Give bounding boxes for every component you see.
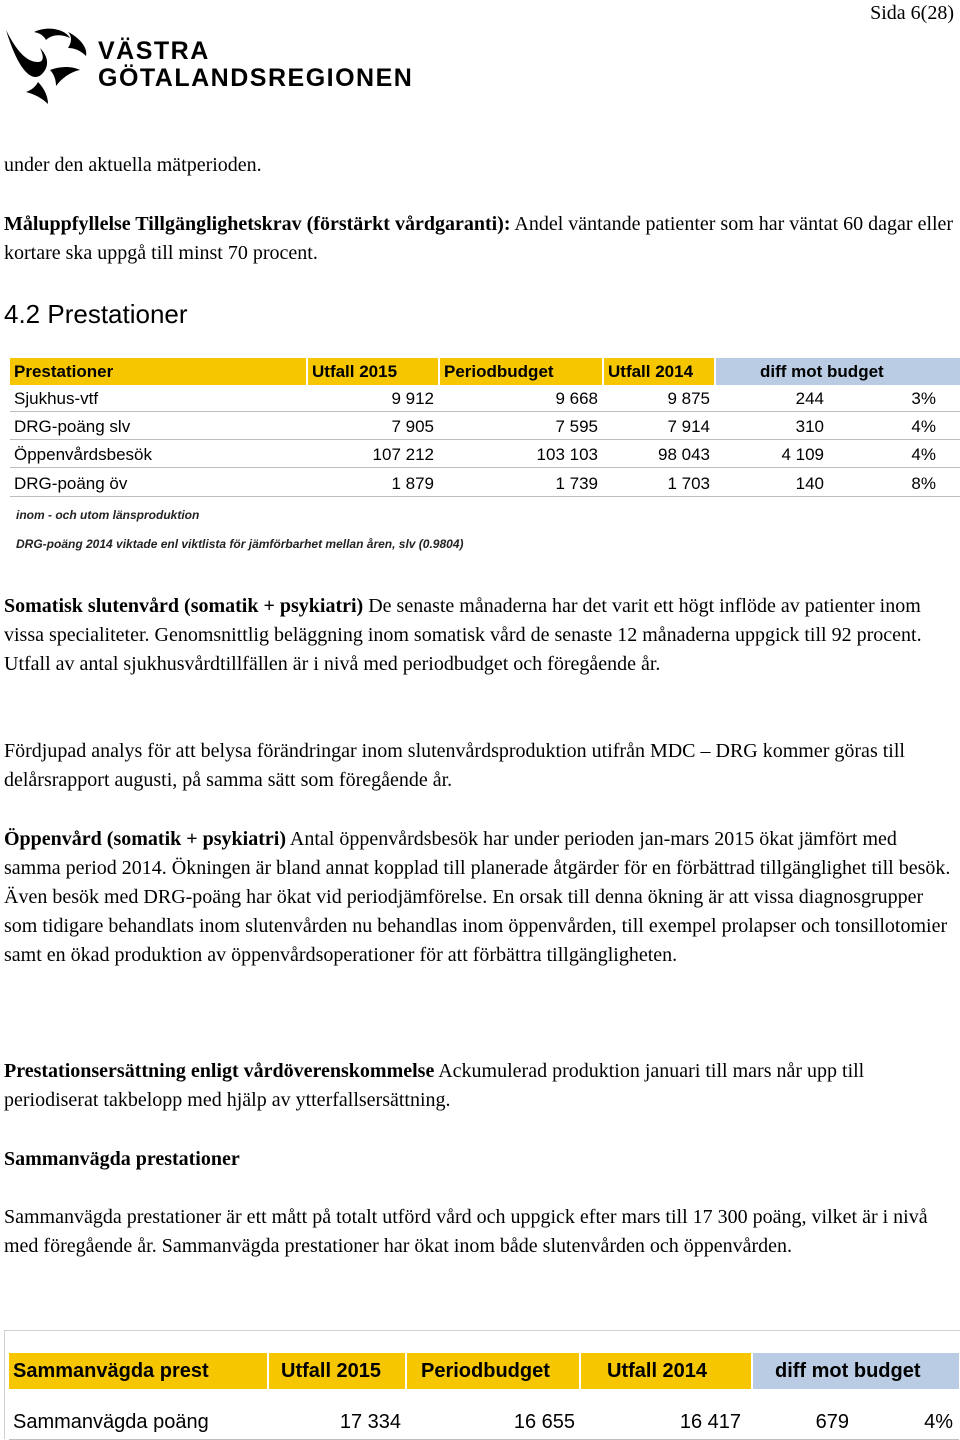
table-cell: Sjukhus-vtf bbox=[14, 389, 99, 408]
header-cell: Prestationer bbox=[10, 358, 306, 385]
table-cell: 1 703 bbox=[667, 474, 710, 493]
table-cell: DRG-poäng slv bbox=[14, 417, 131, 436]
table-cell: 9 668 bbox=[555, 389, 598, 408]
table-row bbox=[10, 387, 960, 412]
table-cell: Öppenvårdsbesök bbox=[14, 445, 152, 464]
table-cell: 8% bbox=[911, 474, 936, 493]
maluppfyllelse-paragraph bbox=[4, 210, 956, 268]
header-cell: Utfall 2014 bbox=[581, 1353, 751, 1389]
prestationsersattning-text: Ackumulerad produktion januari till mars når upp till periodiserat takbelopp med hjälp av ytterfallsersättning. bbox=[4, 1060, 865, 1111]
table-header-row bbox=[10, 358, 960, 385]
prestationsersattning-lead: Prestationsersättning enligt vårdöverenskommelse bbox=[4, 1060, 435, 1082]
table-cell: 9 875 bbox=[667, 389, 710, 408]
header-cell: Utfall 2015 bbox=[308, 358, 438, 385]
prestationsersattning-paragraph bbox=[4, 1057, 956, 1115]
table-cell: 4 109 bbox=[781, 445, 824, 464]
header-cell: Sammanvägda prest bbox=[9, 1353, 267, 1389]
table-cell: 7 595 bbox=[555, 417, 598, 436]
table-cell: 4% bbox=[911, 445, 936, 464]
table-row bbox=[10, 415, 960, 440]
table-row bbox=[10, 472, 960, 497]
header-cell: Utfall 2015 bbox=[269, 1353, 405, 1389]
table-row bbox=[10, 443, 960, 468]
table-cell: DRG-poäng öv bbox=[14, 474, 128, 493]
oppenvard-text: Antal öppenvårdsbesök har under perioden jan-mars 2015 ökat jämfört med samma period 2014. Ökningen är bland annat kopplad till planerade åtgärder för en förbättrad tillgänglighet till besök. Även besök med DRG-poäng har ökat vid periodjämförelse. En orsak till denna ökning är att vissa diagnosgrupper som tidigare behandlats inom slutenvården nu behandlas inom öppenvården, till exempel prolapser och tonsillotomier samt en ökad produktion av öppenvårdsoperationer för att förbättra tillgängligheten. bbox=[4, 828, 951, 966]
somatisk-lead: Somatisk slutenvård (somatik + psykiatri) bbox=[4, 595, 364, 617]
table-cell: 103 103 bbox=[536, 445, 598, 464]
header-cell: Periodbudget bbox=[407, 1353, 579, 1389]
fordjupad-paragraph: Fördjupad analys för att belysa förändringar inom slutenvårdsproduktion utifrån MDC – DRG kommer göras till delårsrapport augusti, på samma sätt som föregående år. bbox=[4, 740, 905, 791]
vgr-logo bbox=[4, 26, 414, 106]
table-cell: 7 905 bbox=[391, 417, 434, 436]
intro-line: under den aktuella mätperioden. bbox=[4, 154, 262, 176]
header-cell: Utfall 2014 bbox=[604, 358, 714, 385]
table-cell: 140 bbox=[795, 474, 824, 493]
table-cell: 98 043 bbox=[658, 445, 710, 464]
table-row bbox=[9, 1405, 959, 1440]
header-cell: diff mot budget bbox=[716, 358, 960, 385]
oppenvard-lead: Öppenvård (somatik + psykiatri) bbox=[4, 828, 286, 850]
table-note: DRG-poäng 2014 viktade enl viktlista för jämförbarhet mellan åren, slv (0.9804) bbox=[16, 537, 464, 551]
logo-line-2: GÖTALANDSREGIONEN bbox=[98, 64, 414, 92]
somatisk-text: De senaste månaderna har det varit ett högt inflöde av patienter inom vissa specialiteter. Genomsnittlig beläggning inom somatisk vård de senaste 12 månaderna uppgick till 92 procent. Utfall av antal sjukhusvårdtillfällen är i nivå med periodbudget och föregående år. bbox=[4, 595, 922, 675]
table-cell: Sammanvägda poäng bbox=[13, 1411, 209, 1433]
header-cell: diff mot budget bbox=[753, 1353, 959, 1389]
maluppfyllelse-text: Andel väntande patienter som har väntat 60 dagar eller kortare ska uppgå till minst 70 procent. bbox=[4, 213, 954, 264]
table-cell: 7 914 bbox=[667, 417, 710, 436]
sammanvagda-paragraph: Sammanvägda prestationer är ett mått på totalt utförd vård och uppgick efter mars till 17 300 poäng, vilket är i nivå med föregående år. Sammanvägda prestationer har ökat inom både slutenvården och öppenvården. bbox=[4, 1206, 928, 1257]
table-cell: 3% bbox=[911, 389, 936, 408]
maluppfyllelse-lead: Måluppfyllelse Tillgänglighetskrav (förstärkt vårdgaranti): bbox=[4, 213, 511, 235]
page-number: Sida 6(28) bbox=[870, 2, 954, 24]
table-cell: 1 739 bbox=[555, 474, 598, 493]
logo-line-1: VÄSTRA bbox=[98, 37, 210, 65]
table-cell: 1 879 bbox=[391, 474, 434, 493]
table-cell: 107 212 bbox=[372, 445, 434, 464]
prestationer-table bbox=[10, 355, 960, 500]
table-cell: 679 bbox=[815, 1411, 849, 1433]
table-cell: 4% bbox=[924, 1411, 953, 1433]
table-cell: 16 655 bbox=[513, 1411, 575, 1433]
table-cell: 9 912 bbox=[391, 389, 434, 408]
table-header-row bbox=[9, 1353, 959, 1389]
table-cell: 17 334 bbox=[339, 1411, 401, 1433]
table-cell: 244 bbox=[795, 389, 824, 408]
section-heading: 4.2 Prestationer bbox=[4, 299, 188, 329]
sammanvagda-table bbox=[4, 1330, 960, 1439]
somatisk-paragraph bbox=[4, 592, 956, 679]
table-cell: 16 417 bbox=[679, 1411, 741, 1433]
table-cell: 4% bbox=[911, 417, 936, 436]
table-note: inom - och utom länsproduktion bbox=[16, 508, 200, 522]
sammanvagda-heading: Sammanvägda prestationer bbox=[4, 1148, 240, 1170]
header-cell: Periodbudget bbox=[440, 358, 602, 385]
vgr-emblem-icon bbox=[4, 26, 94, 106]
oppenvard-paragraph bbox=[4, 825, 956, 970]
table-cell: 310 bbox=[795, 417, 824, 436]
